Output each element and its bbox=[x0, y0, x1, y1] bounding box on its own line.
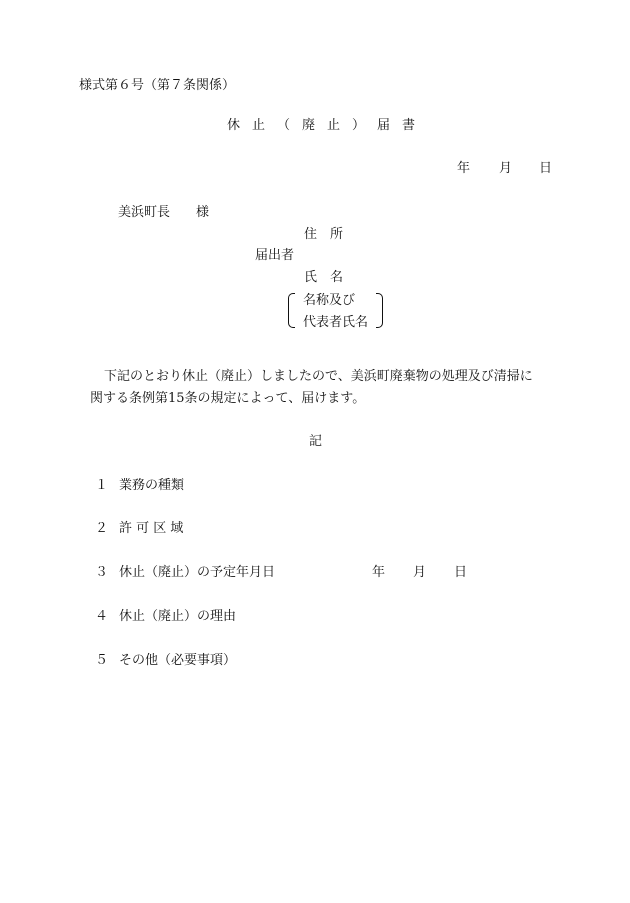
date-month: 月 bbox=[499, 161, 513, 176]
name-label: 氏 名 bbox=[304, 270, 344, 285]
form-label: 様式第６号（第７条関係） bbox=[79, 78, 236, 93]
addressee: 美浜町長 様 bbox=[118, 205, 210, 220]
item3-year: 年 bbox=[372, 565, 386, 580]
item-label: その他（必要事項） bbox=[119, 653, 237, 668]
date-day: 日 bbox=[539, 161, 553, 176]
item-label: 業務の種類 bbox=[119, 478, 185, 493]
bracket-right bbox=[376, 293, 383, 328]
item-label: 休止（廃止）の予定年月日 bbox=[119, 565, 276, 580]
item-number: １ bbox=[95, 478, 109, 493]
item-number: ５ bbox=[95, 653, 109, 668]
item3-day: 日 bbox=[454, 565, 468, 580]
corp-name-label: 名称及び bbox=[303, 293, 356, 308]
item-label: 許 可 区 域 bbox=[119, 521, 184, 536]
item-number: ２ bbox=[95, 521, 109, 536]
notifier-label: 届出者 bbox=[255, 248, 295, 263]
document-title: 休止（廃止）届書 bbox=[227, 118, 428, 133]
representative-label: 代表者氏名 bbox=[303, 315, 369, 330]
body-line-2: 関する条例第15条の規定によって、届けます。 bbox=[90, 391, 366, 406]
bracket-left bbox=[288, 293, 295, 328]
item3-month: 月 bbox=[413, 565, 427, 580]
item-number: ３ bbox=[95, 565, 109, 580]
date-year: 年 bbox=[457, 161, 471, 176]
body-line-1: 下記のとおり休止（廃止）しましたので、美浜町廃棄物の処理及び清掃に bbox=[104, 369, 533, 384]
item-number: ４ bbox=[95, 609, 109, 624]
ki-heading: 記 bbox=[309, 434, 323, 449]
item-label: 休止（廃止）の理由 bbox=[119, 609, 237, 624]
address-label: 住 所 bbox=[304, 227, 344, 242]
